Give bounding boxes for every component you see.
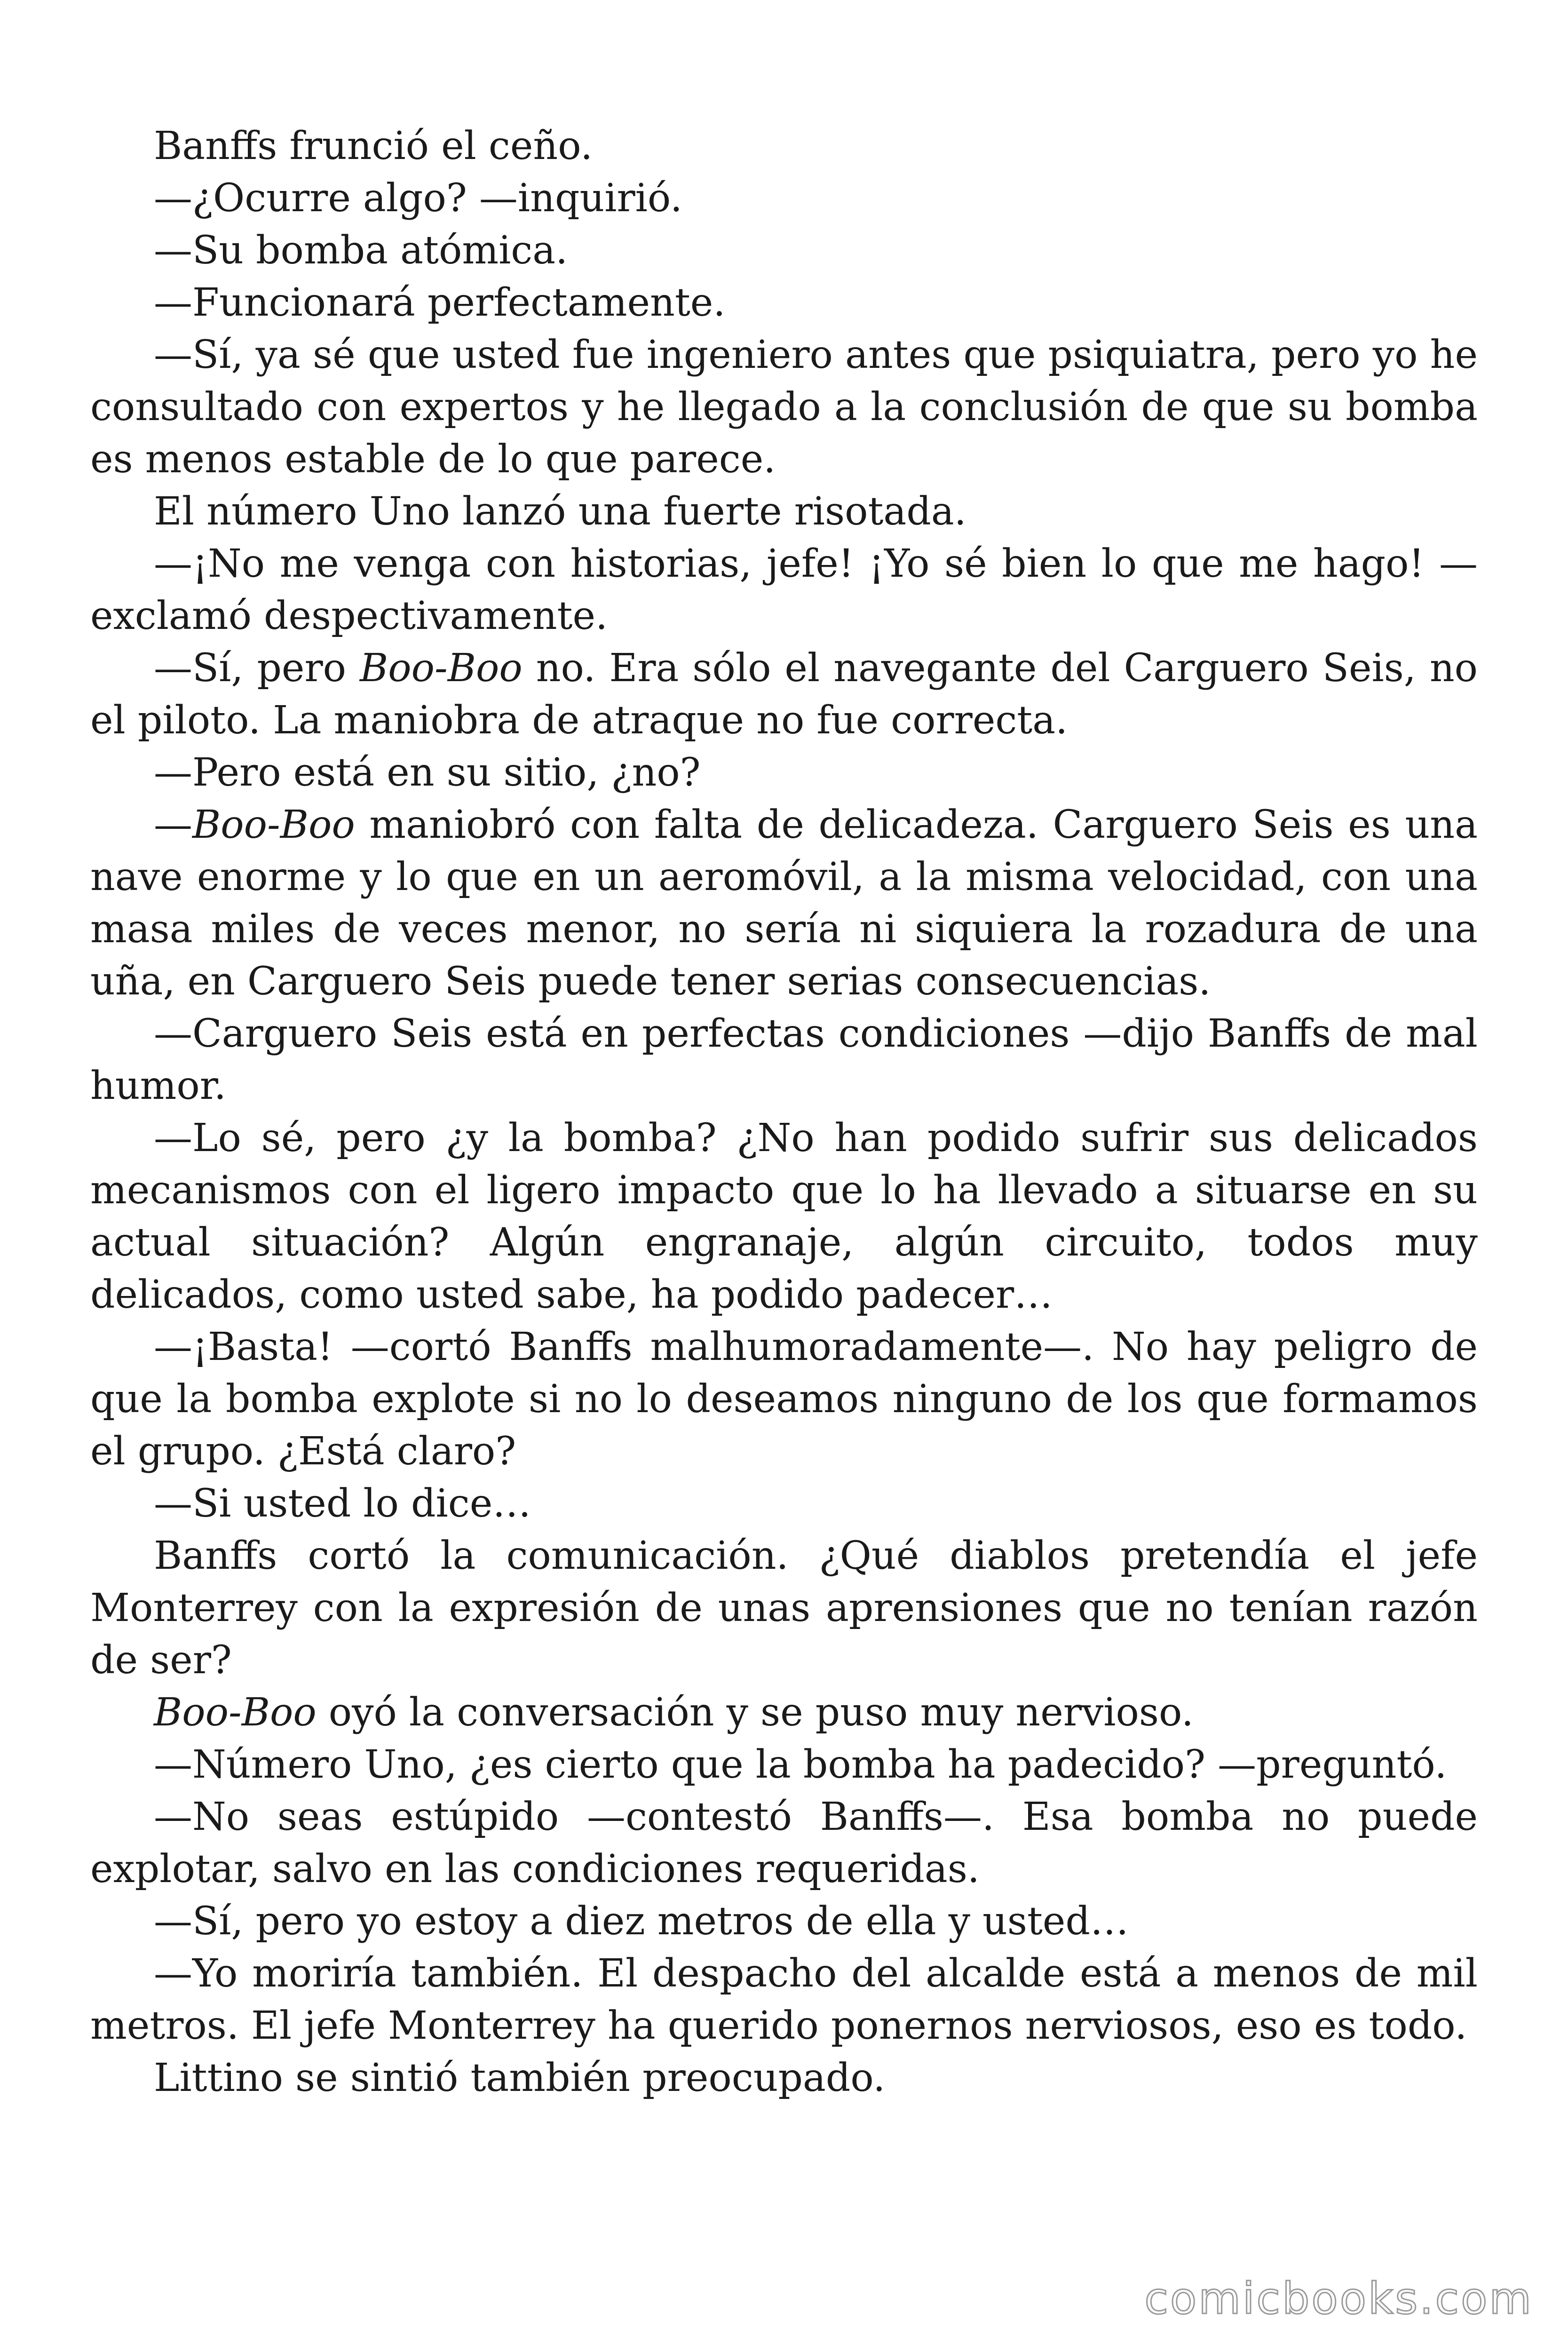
paragraph: [90, 1112, 1478, 1321]
text-run: —¡Basta! —cortó Banffs malhumoradamente—. No hay peligro de que la bomba explote si no lo deseamos ninguno de los que formamos el grupo. ¿Está claro?: [90, 1325, 1478, 1474]
paragraph: [90, 224, 1478, 277]
text-run: Banffs cortó la comunicación. ¿Qué diablos pretendía el jefe Monterrey con la expresión de unas aprensiones que no tenían razón de ser?: [90, 1534, 1478, 1683]
paragraph: [90, 1478, 1478, 1530]
italic-text: Boo-Boo: [192, 803, 355, 847]
paragraph: [90, 747, 1478, 799]
body-text: [90, 120, 1478, 2104]
text-run: —Yo moriría también. El despacho del alcalde está a menos de mil metros. El jefe Monterrey ha querido ponernos nerviosos, eso es todo.: [90, 1951, 1478, 2048]
text-run: —Lo sé, pero ¿y la bomba? ¿No han podido sufrir sus delicados mecanismos con el ligero impacto que lo ha llevado a situarse en su actual situación? Algún engranaje, algún circuito, todos muy delicados, como usted sabe, ha podido padecer…: [90, 1116, 1478, 1317]
paragraph: [90, 1947, 1478, 2052]
text-run: —¿Ocurre algo? —inquirió.: [154, 176, 682, 221]
text-run: Banffs frunció el ceño.: [154, 124, 593, 168]
paragraph: [90, 277, 1478, 329]
text-run: —: [154, 803, 192, 847]
paragraph: [90, 1008, 1478, 1112]
italic-text: Boo-Boo: [360, 646, 523, 691]
paragraph: [90, 799, 1478, 1008]
paragraph: [90, 120, 1478, 172]
text-run: no. Era sólo el navegante del Carguero Seis, no el piloto. La maniobra de atraque no fue correcta.: [90, 646, 1478, 743]
paragraph: [90, 1739, 1478, 1791]
text-run: —Si usted lo dice…: [154, 1481, 531, 1526]
text-run: oyó la conversación y se puso muy nervioso.: [316, 1690, 1194, 1735]
text-run: —Sí, pero: [154, 646, 360, 691]
watermark: comicbooks.com: [1144, 2273, 1533, 2324]
text-run: —Sí, ya sé que usted fue ingeniero antes que psiquiatra, pero yo he consultado con expertos y he llegado a la conclusión de que su bomba es menos estable de lo que parece.: [90, 333, 1478, 482]
paragraph: [90, 172, 1478, 224]
paragraph: [90, 1895, 1478, 1947]
text-run: Littino se sintió también preocupado.: [154, 2056, 886, 2100]
italic-text: Boo-Boo: [154, 1690, 317, 1735]
text-run: —Número Uno, ¿es cierto que la bomba ha padecido? —preguntó.: [154, 1742, 1447, 1787]
paragraph: [90, 329, 1478, 485]
paragraph: [90, 1686, 1478, 1739]
text-run: —Pero está en su sitio, ¿no?: [154, 750, 701, 795]
paragraph: [90, 485, 1478, 538]
text-run: —Su bomba atómica.: [154, 228, 568, 273]
paragraph: [90, 2052, 1478, 2104]
text-run: maniobró con falta de delicadeza. Carguero Seis es una nave enorme y lo que en un aeromóvil, a la misma velocidad, con una masa miles de veces menor, no sería ni siquiera la rozadura de una uña, en Carguero Seis puede tener serias consecuencias.: [90, 803, 1478, 1004]
paragraph: [90, 538, 1478, 642]
paragraph: [90, 1791, 1478, 1895]
text-run: —Sí, pero yo estoy a diez metros de ella y usted…: [154, 1899, 1129, 1944]
text-run: —¡No me venga con historias, jefe! ¡Yo sé bien lo que me hago! —exclamó despectivamente.: [90, 541, 1478, 638]
paragraph: [90, 1530, 1478, 1686]
paragraph: [90, 1321, 1478, 1478]
text-run: —Carguero Seis está en perfectas condiciones —dijo Banffs de mal humor.: [90, 1011, 1478, 1108]
paragraph: [90, 642, 1478, 747]
text-run: El número Uno lanzó una fuerte risotada.: [154, 489, 966, 534]
text-run: —Funcionará perfectamente.: [154, 280, 726, 325]
text-run: —No seas estúpido —contestó Banffs—. Esa bomba no puede explotar, salvo en las condiciones requeridas.: [90, 1795, 1478, 1891]
